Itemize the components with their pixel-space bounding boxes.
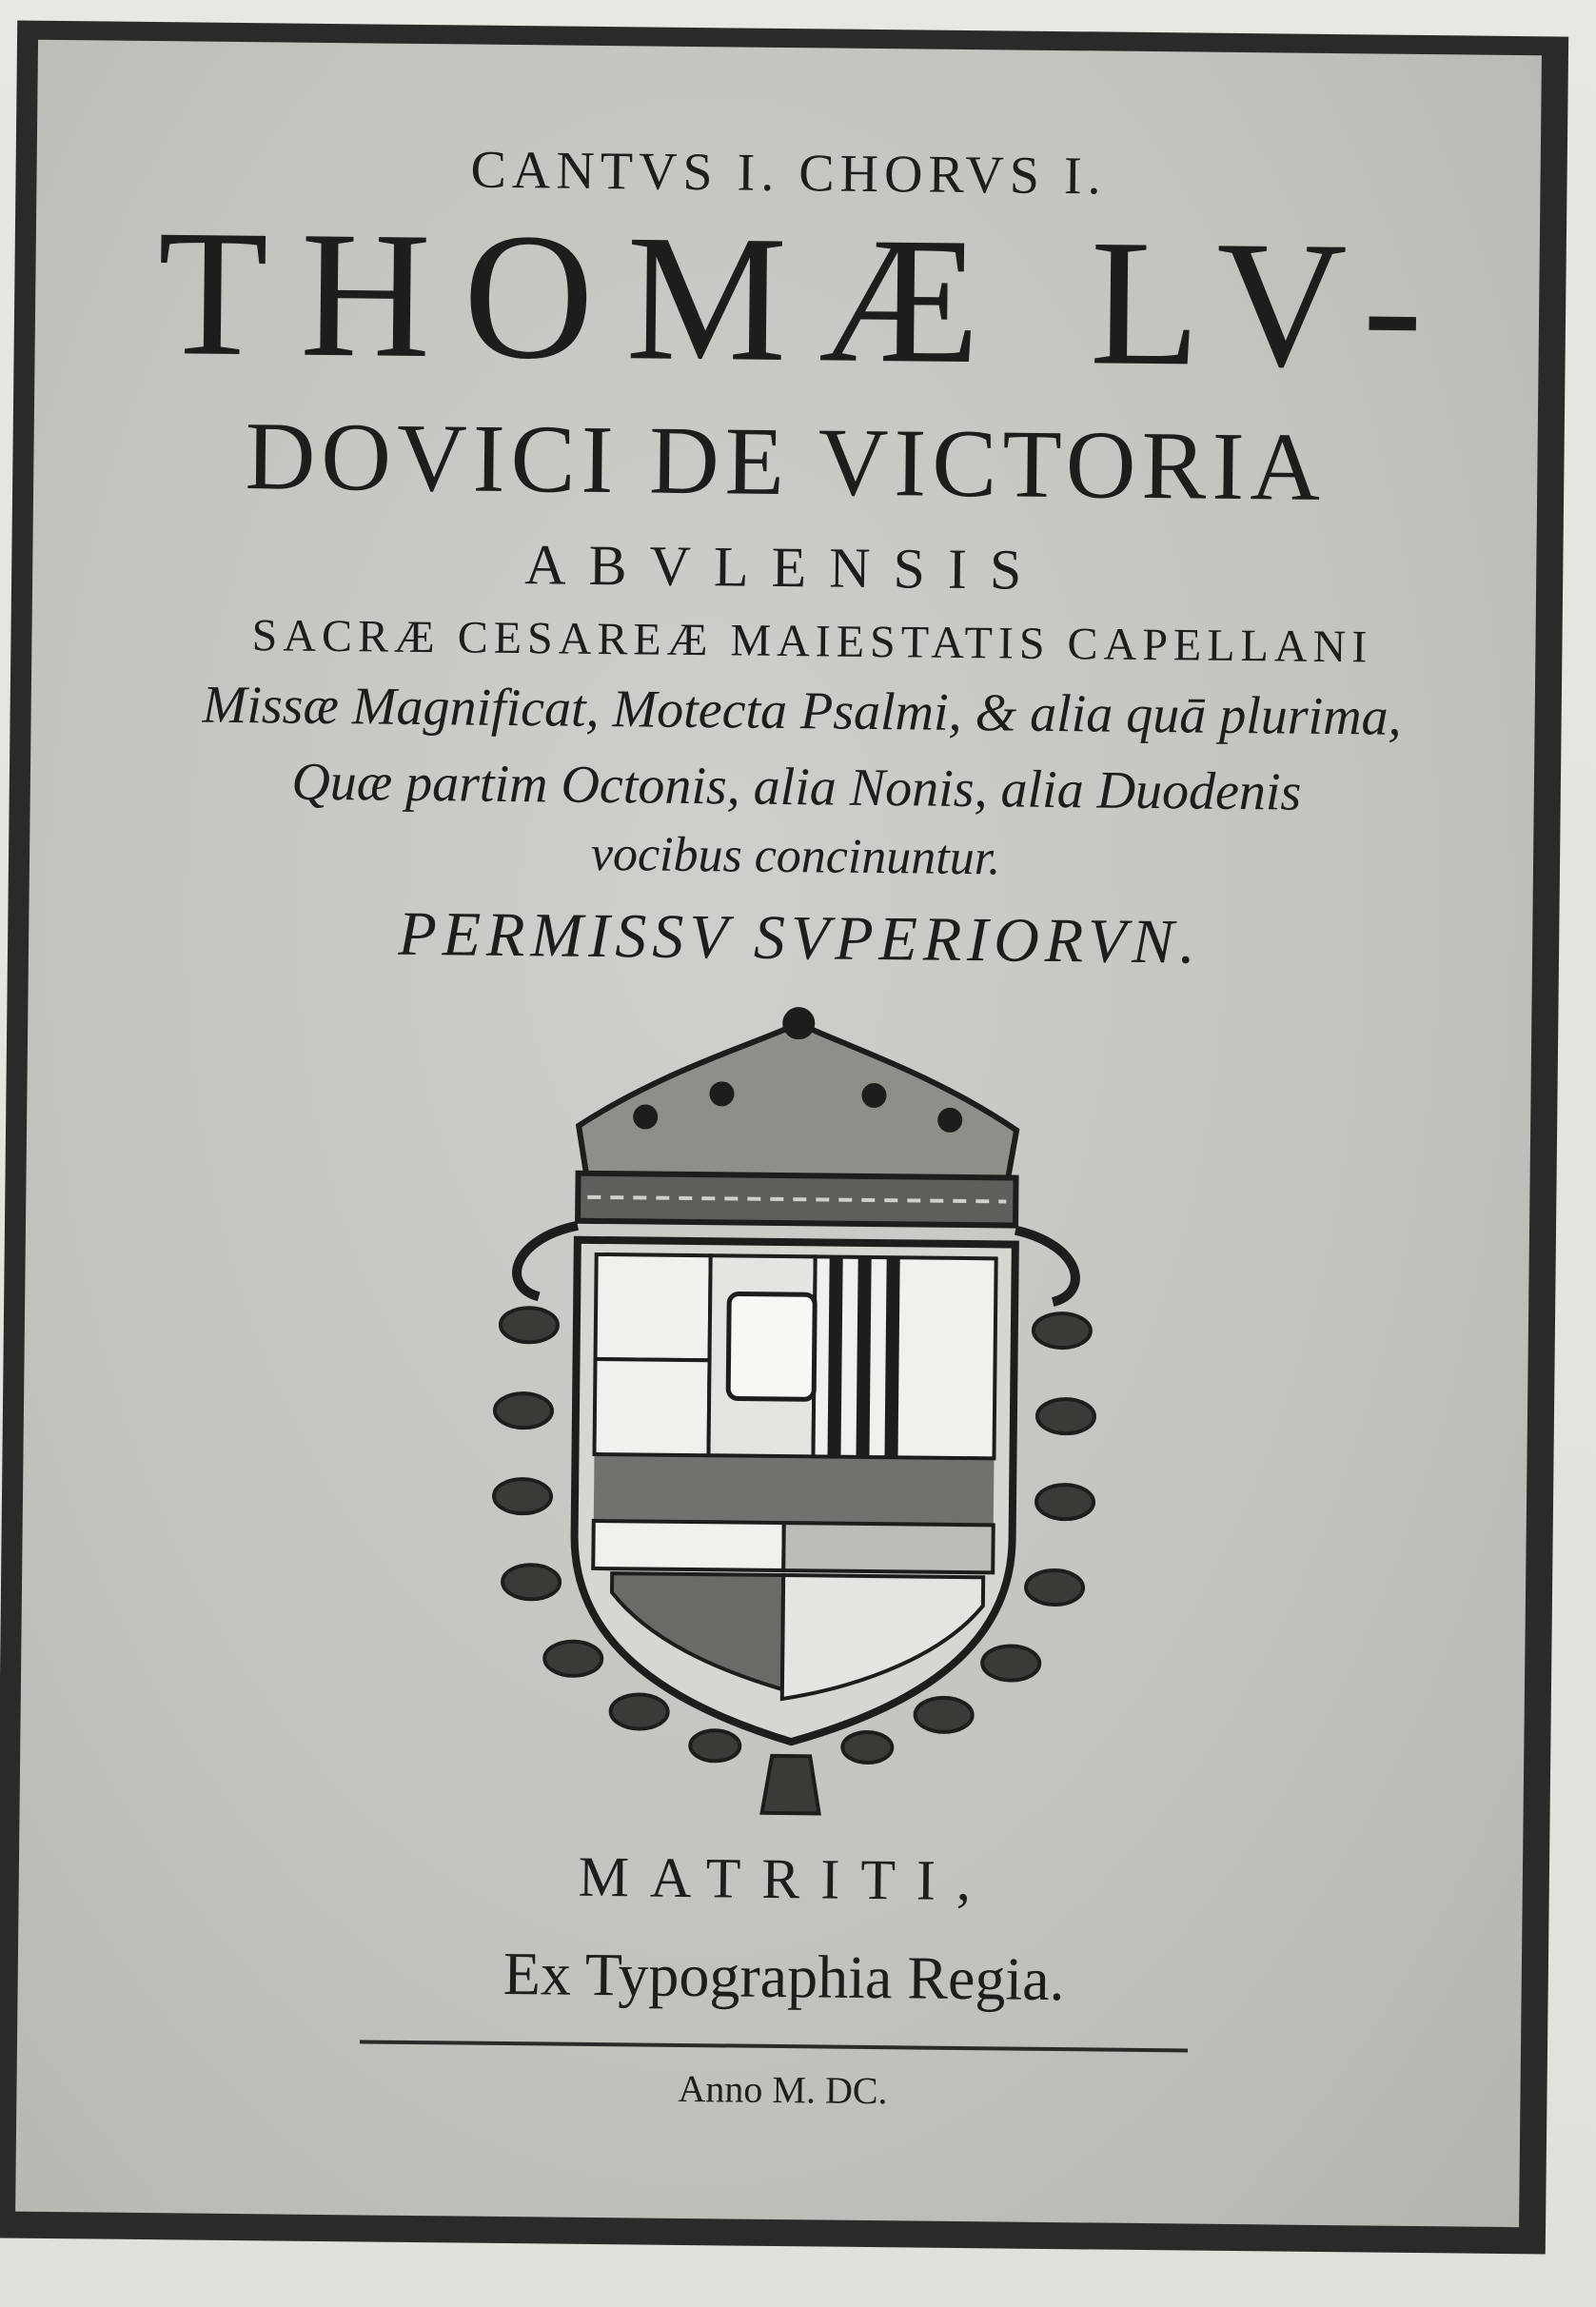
composer-name-line-2: DOVICI DE VICTORIA <box>245 403 1327 522</box>
crown <box>578 1008 1017 1226</box>
part-heading: CANTVS I. CHORVS I. <box>470 140 1107 207</box>
composer-name-line-1: THOMÆ LV- <box>156 193 1457 407</box>
contents-line-1: Missæ Magnificat, Motecta Psalmi, & alia quā plurima, <box>202 675 1402 747</box>
permission-line: PERMISSV SVPERIORVN. <box>398 898 1202 977</box>
photo-plate-frame <box>0 21 1568 2255</box>
contents-line-2: Quæ partim Octonis, alia Nonis, alia Duodenis <box>291 752 1302 822</box>
imprint-year: Anno M. DC. <box>678 2066 888 2113</box>
composer-origin: ABVLENSIS <box>523 533 1045 601</box>
title-page <box>15 40 1542 2227</box>
composer-title: SACRÆ CESAREÆ MAIESTATIS CAPELLANI <box>251 610 1373 673</box>
shield <box>572 1240 1015 1745</box>
divider-rule <box>360 2040 1188 2052</box>
royal-coat-of-arms <box>466 1001 1122 1836</box>
imprint-city: MATRITI, <box>578 1844 993 1913</box>
imprint-press: Ex Typographia Regia. <box>502 1939 1065 2014</box>
pales <box>813 1256 995 1458</box>
contents-line-3: vocibus concinuntur. <box>590 826 1001 886</box>
